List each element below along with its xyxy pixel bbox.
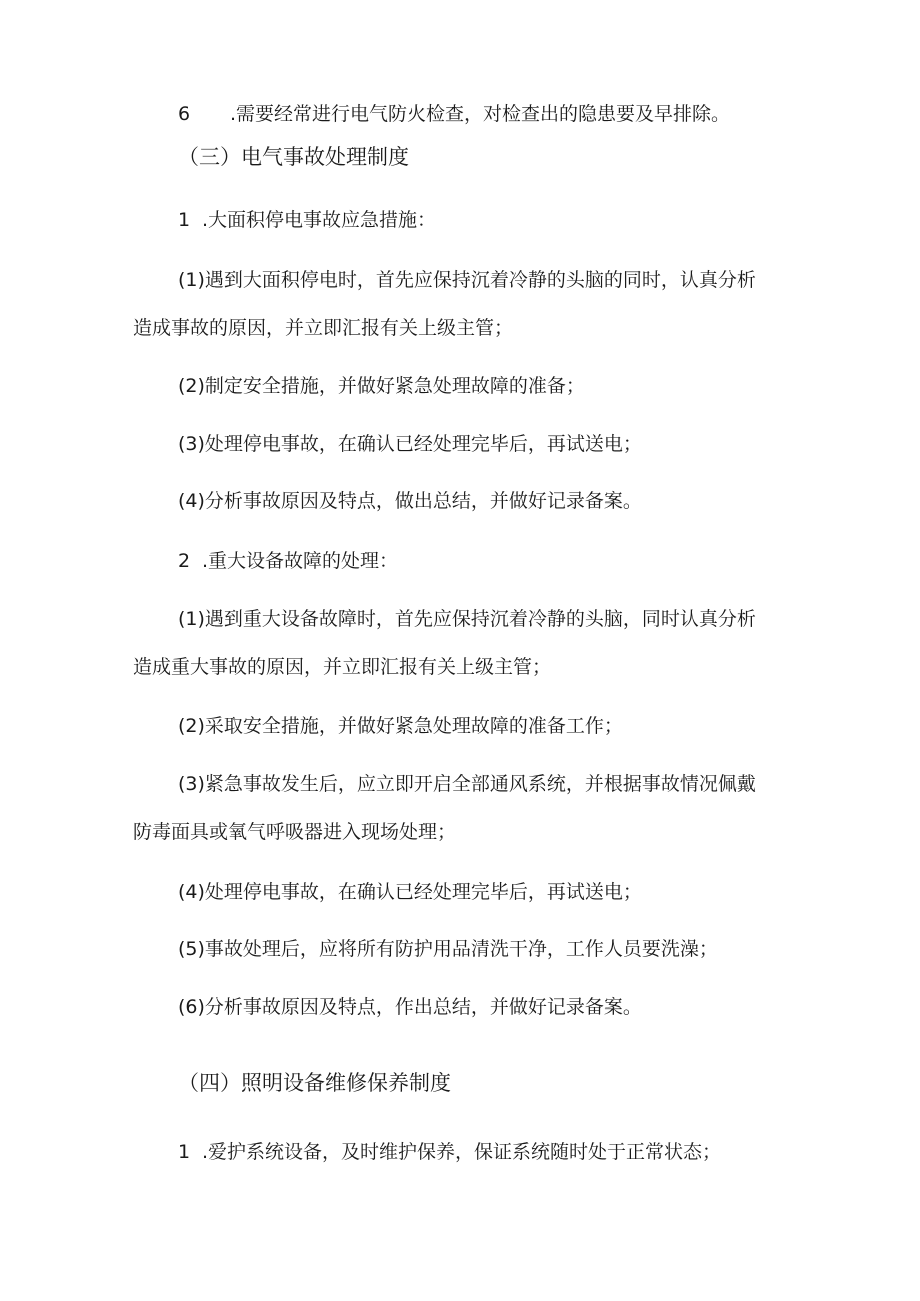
paragraph: (4)分析事故原因及特点，做出总结，并做好记录备案。 <box>178 490 642 512</box>
paragraph: (4)处理停电事故，在确认已经处理完毕后，再试送电； <box>178 881 642 903</box>
paragraph: (3)紧急事故发生后，应立即开启全部通风系统，并根据事故情况佩戴 <box>178 773 756 795</box>
list-item-1: 1 .爱护系统设备，及时维护保养，保证系统随时处于正常状态； <box>178 1141 722 1163</box>
list-item-2: 2 .重大设备故障的处理： <box>178 550 399 572</box>
list-item-6: 6 .需要经常进行电气防火检查，对检查出的隐患要及早排除。 <box>178 103 731 125</box>
paragraph: (6)分析事故原因及特点，作出总结，并做好记录备案。 <box>178 996 642 1018</box>
paragraph: (1)遇到大面积停电时，首先应保持沉着冷静的头脑的同时，认真分析 <box>178 269 756 291</box>
paragraph-continuation: 防毒面具或氧气呼吸器进入现场处理； <box>133 821 457 843</box>
paragraph: (3)处理停电事故，在确认已经处理完毕后，再试送电； <box>178 433 642 455</box>
paragraph: (2)制定安全措施，并做好紧急处理故障的准备； <box>178 375 585 397</box>
paragraph-continuation: 造成事故的原因，并立即汇报有关上级主管； <box>133 317 514 339</box>
paragraph: (1)遇到重大设备故障时，首先应保持沉着冷静的头脑，同时认真分析 <box>178 608 756 630</box>
list-item-1: 1 .大面积停电事故应急措施： <box>178 209 437 231</box>
paragraph: (2)采取安全措施，并做好紧急处理故障的准备工作； <box>178 715 623 737</box>
paragraph-continuation: 造成重大事故的原因，并立即汇报有关上级主管； <box>133 656 552 678</box>
section-heading-3: （三）电气事故处理制度 <box>178 145 409 169</box>
paragraph: (5)事故处理后，应将所有防护用品清洗干净，工作人员要洗澡； <box>178 938 718 960</box>
section-heading-4: （四）照明设备维修保养制度 <box>178 1071 451 1095</box>
